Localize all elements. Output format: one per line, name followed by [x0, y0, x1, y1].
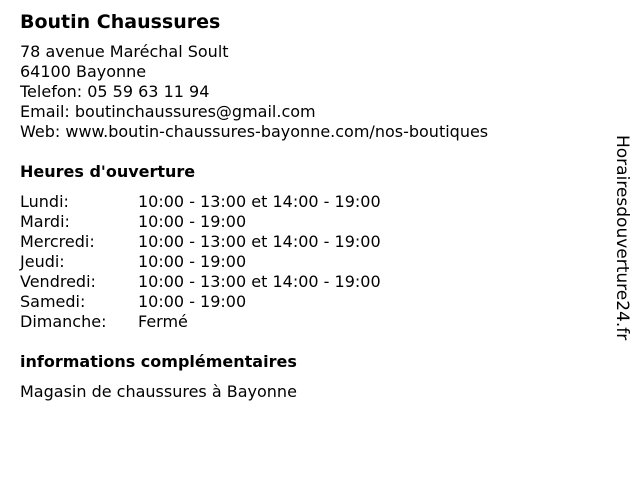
phone-line: Telefon: 05 59 63 11 94	[20, 82, 210, 101]
hours-row	[20, 232, 600, 252]
hours-time: 10:00 - 13:00 et 14:00 - 19:00	[138, 192, 381, 211]
hours-row	[20, 312, 600, 332]
hours-day: Mardi:	[20, 212, 70, 231]
business-card	[20, 10, 600, 402]
hours-day: Jeudi:	[20, 252, 65, 271]
hours-day: Mercredi:	[20, 232, 95, 251]
hours-row	[20, 292, 600, 312]
hours-table	[20, 192, 600, 332]
hours-time: 10:00 - 19:00	[138, 292, 247, 311]
info-text: Magasin de chaussures à Bayonne	[20, 382, 297, 401]
hours-time: 10:00 - 13:00 et 14:00 - 19:00	[138, 272, 381, 291]
hours-row	[20, 192, 600, 212]
hours-time: Fermé	[138, 312, 188, 331]
hours-row	[20, 252, 600, 272]
address-line-2: 64100 Bayonne	[20, 62, 147, 81]
hours-day: Vendredi:	[20, 272, 96, 291]
hours-heading: Heures d'ouverture	[20, 162, 196, 181]
email-line: Email: boutinchaussures@gmail.com	[20, 102, 316, 121]
hours-row	[20, 272, 600, 292]
hours-day: Samedi:	[20, 292, 86, 311]
business-name: Boutin Chaussures	[20, 11, 221, 33]
info-heading: informations complémentaires	[20, 352, 297, 371]
hours-time: 10:00 - 13:00 et 14:00 - 19:00	[138, 232, 381, 251]
hours-time: 10:00 - 19:00	[138, 252, 247, 271]
address-line-1: 78 avenue Maréchal Soult	[20, 42, 229, 61]
web-line: Web: www.boutin-chaussures-bayonne.com/nos-boutiques	[20, 122, 489, 141]
hours-day: Dimanche:	[20, 312, 107, 331]
hours-time: 10:00 - 19:00	[138, 212, 247, 231]
contact-block	[20, 42, 600, 142]
hours-day: Lundi:	[20, 192, 69, 211]
watermark: Horairesdouverture24.fr	[612, 135, 632, 341]
hours-row	[20, 212, 600, 232]
